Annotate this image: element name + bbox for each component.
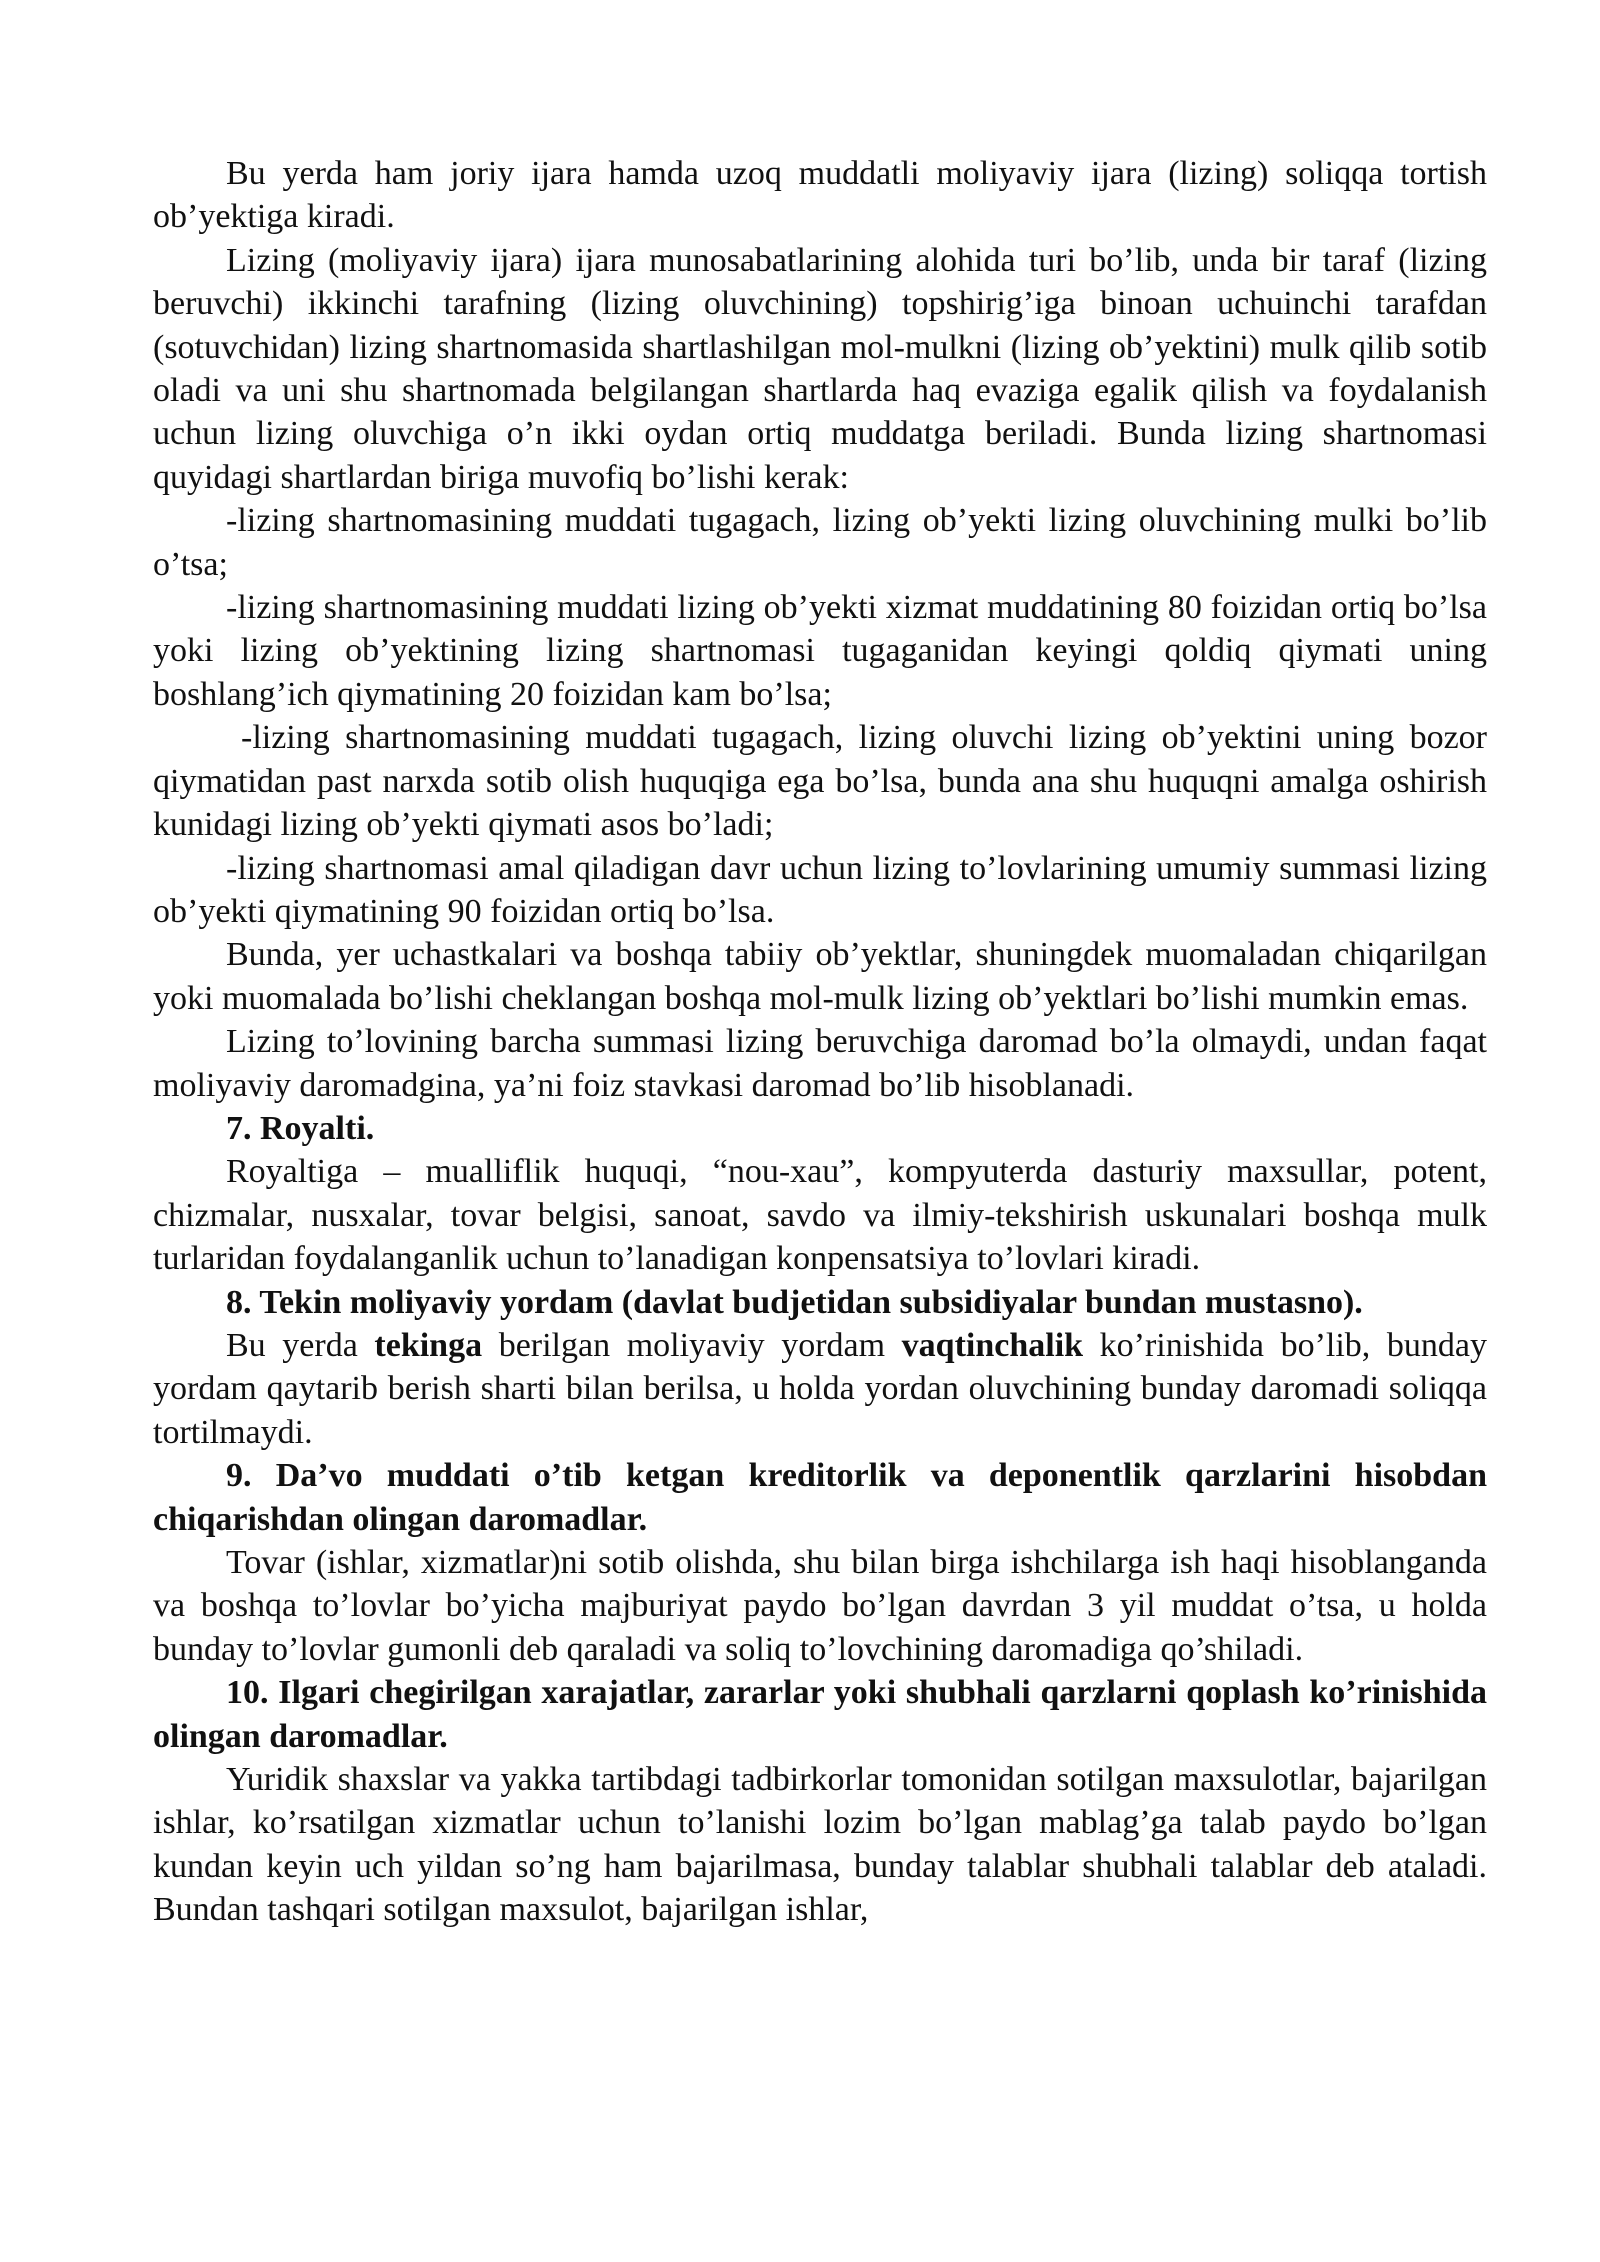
section-heading-tekin-yordam: 8. Tekin moliyaviy yordam (davlat budjetidan subsidiyalar bundan mustasno). <box>226 1283 1363 1321</box>
text-run: ko’rinishida bo’lib, bunday yordam qaytarib berish sharti bilan berilsa, u holda yordan oluvchining bunday daromadi soliqqa tortilmaydi. <box>153 1326 1487 1451</box>
section-heading-ilgari-chegirilgan: 10. Ilgari chegirilgan xarajatlar, zararlar yoki shubhali qarzlarni qoplash ko’rinishida olingan daromadlar. <box>153 1674 1487 1755</box>
paragraph-lizing-definition: Lizing (moliyaviy ijara) ijara munosabatlarining alohida turi bo’lib, unda bir taraf (lizing beruvchi) ikkinchi tarafning (lizing oluvchining) topshirig’iga binoan uchuinchi tarafdan (sotuvchidan) lizing shartnomasida shartlashilgan mol-mulkni (lizing ob’yektini) mulk qilib sotib oladi va uni shu shartnomada belgilangan shartlarda haq evaziga egalik qilish va foydalanish uchun lizing oluvchiga o’n ikki oydan ortiq muddatga beriladi. Bunda lizing shartnomasi quyidagi shartlardan biriga muvofiq bo’lishi kerak: <box>153 241 1487 496</box>
emphasis-tekinga: tekinga <box>374 1326 483 1364</box>
list-item-lizing-condition-4: -lizing shartnomasi amal qiladigan davr uchun lizing to’lovlarining umumiy summasi lizing ob’yekti qiymatining 90 foizidan ortiq bo’lsa. <box>153 849 1487 930</box>
paragraph-davo-muddati: Tovar (ishlar, xizmatlar)ni sotib olishda, shu bilan birga ishchilarga ish haqi hisoblanganda va boshqa to’lovlar bo’yicha majburiyat paydo bo’lgan davrdan 3 yil muddat o’tsa, u holda bunday to’lovlar gumonli deb qaraladi va soliq to’lovchining daromadiga qo’shiladi. <box>153 1544 1487 1668</box>
section-heading-royalti: 7. Royalti. <box>226 1109 375 1147</box>
document-page <box>153 152 1487 1932</box>
list-item-lizing-condition-3: -lizing shartnomasining muddati tugagach, lizing oluvchi lizing ob’yektini uning bozor qiymatidan past narxda sotib olish huquqiga ega bo’lsa, bunda ana shu huquqni amalga oshirish kunidagi lizing ob’yekti qiymati asos bo’ladi; <box>153 719 1487 844</box>
list-item-lizing-condition-2: -lizing shartnomasining muddati lizing ob’yekti xizmat muddatining 80 foizidan ortiq bo’lsa yoki lizing ob’yektining lizing shartnomasi tugaganidan keyingi qoldiq qiymati uning boshlang’ich qiymatining 20 foizidan kam bo’lsa; <box>153 589 1487 713</box>
paragraph-lizing-exclusions: Bunda, yer uchastkalari va boshqa tabiiy ob’yektlar, shuningdek muomaladan chiqarilgan yoki muomalada bo’lishi cheklangan boshqa mol-mulk lizing ob’yektlari bo’lishi mumkin emas. <box>153 936 1487 1017</box>
paragraph-joriy-ijara: Bu yerda ham joriy ijara hamda uzoq muddatli moliyaviy ijara (lizing) soliqqa tortish ob’yektiga kiradi. <box>153 155 1487 236</box>
section-heading-davo-muddati: 9. Da’vo muddati o’tib ketgan kreditorlik va deponentlik qarzlarini hisobdan chiqarishdan olingan daromadlar. <box>153 1457 1487 1538</box>
paragraph-royalti: Royaltiga – mualliflik huquqi, “nou-xau”, kompyuterda dasturiy maxsullar, potent, chizmalar, nusxalar, tovar belgisi, sanoat, savdo va ilmiy-tekshirish uskunalari boshqa mulk turlaridan foydalanganlik uchun to’lanadigan konpensatsiya to’lovlari kiradi. <box>153 1153 1487 1278</box>
emphasis-vaqtinchalik: vaqtinchalik <box>901 1326 1084 1364</box>
paragraph-shubhali-talablar: Yuridik shaxslar va yakka tartibdagi tadbirkorlar tomonidan sotilgan maxsulotlar, bajarilgan ishlar, ko’rsatilgan xizmatlar uchun to’lanishi lozim bo’lgan mablag’ga talab paydo bo’lgan kundan keyin uch yildan so’ng ham bajarilmasa, bunday talablar shubhali talablar deb ataladi. Bundan tashqari sotilgan maxsulot, bajarilgan ishlar, <box>153 1761 1487 1929</box>
text-run: berilgan moliyaviy yordam <box>482 1326 902 1364</box>
paragraph-tekin-yordam <box>153 1324 1487 1454</box>
list-item-lizing-condition-1: -lizing shartnomasining muddati tugagach, lizing ob’yekti lizing oluvchining mulki bo’lib o’tsa; <box>153 502 1487 583</box>
text-run: Bu yerda <box>226 1326 375 1364</box>
paragraph-lizing-income: Lizing to’lovining barcha summasi lizing beruvchiga daromad bo’la olmaydi, undan faqat moliyaviy daromadgina, ya’ni foiz stavkasi daromad bo’lib hisoblanadi. <box>153 1023 1487 1104</box>
